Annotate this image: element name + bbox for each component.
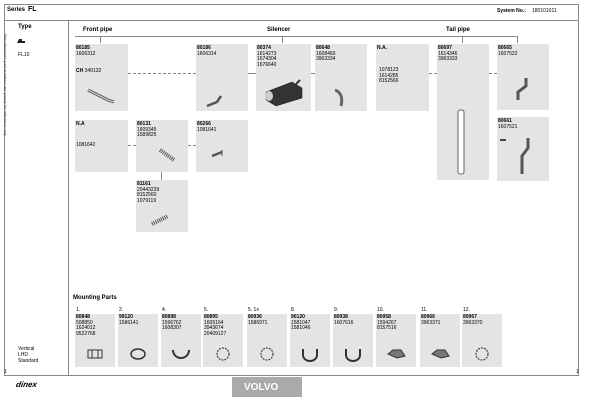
part-label-80374: [257, 46, 276, 68]
sidebar-divider: [68, 20, 69, 375]
part-label-80266: [197, 122, 216, 133]
part-number: 99120: [119, 314, 133, 320]
part-ref: 8152560: [137, 192, 157, 199]
connector-line: [128, 145, 136, 146]
part-number: 80665: [498, 45, 512, 51]
part-ref: 1614346: [438, 50, 458, 57]
section-tick: [462, 36, 463, 43]
mounting-part-index: 12.: [463, 307, 470, 313]
part-ref: 3963333: [438, 56, 458, 63]
part-number: 80648: [316, 45, 330, 51]
part-label-81161: [137, 182, 159, 204]
mounting-part-index: 10.: [377, 307, 384, 313]
part-ref: 1607522: [498, 50, 518, 57]
part-ref: 1624012: [76, 325, 96, 332]
note-line: Vertical: [18, 346, 35, 352]
vehicle-icon: [17, 38, 25, 44]
section-silencer: Silencer: [267, 27, 291, 33]
part-label-80665: [498, 46, 517, 57]
section-tick: [517, 36, 518, 43]
bent-pipe-icon: [512, 76, 532, 102]
part-ref: 3943674: [204, 325, 224, 332]
ubolt-icon: [299, 346, 321, 362]
section-tail-pipe: Tail pipe: [446, 27, 470, 33]
system-value: 180101011: [532, 8, 557, 14]
series-value: FL: [28, 6, 37, 13]
mounting-part-label: [463, 315, 482, 326]
mounting-part-index: 4.: [162, 307, 167, 313]
part-ref: 1081642: [76, 142, 96, 148]
mounting-part-label: [204, 315, 226, 337]
mounting-part-index: 2.: [119, 307, 124, 313]
part-number: 80131: [137, 121, 151, 127]
part-ref: 1079119: [137, 197, 157, 204]
part-ref: 1606312: [76, 50, 96, 57]
dinex-logo: dinex: [15, 380, 38, 389]
connector-line: [128, 73, 196, 74]
mounting-part-index: 1.: [76, 307, 81, 313]
connector-line: [429, 73, 437, 74]
part-ref: 1594267: [377, 319, 397, 326]
part-number: 80848: [76, 314, 90, 320]
part-ref: 1608307: [162, 325, 182, 332]
clip-icon: [429, 346, 451, 362]
flex-pipe-icon: [158, 148, 178, 162]
part-number: 80966: [421, 314, 435, 320]
part-number: 80895: [204, 314, 218, 320]
part-number: 80938: [334, 314, 348, 320]
series-label: Series: [7, 7, 26, 13]
connector-line: [161, 172, 162, 180]
mounting-part-label: [248, 315, 267, 326]
part-number: 80958: [377, 314, 391, 320]
section-front-pipe: Front pipe: [83, 27, 113, 33]
part-label-80186: [197, 46, 216, 57]
part-number: 80898: [162, 314, 176, 320]
part-number: 80266: [197, 121, 211, 127]
tail-pipe-icon: [455, 108, 469, 176]
part-number: 80967: [463, 314, 477, 320]
type-label: Type: [18, 24, 32, 30]
part-ref: 1607521: [498, 123, 518, 130]
flex-pipe-icon: [150, 214, 172, 226]
part-ref: 508850: [76, 319, 93, 326]
part-ref: 8152566: [379, 78, 399, 85]
mounting-part-label: [162, 315, 181, 332]
part-ref: 1676640: [257, 61, 277, 68]
mounting-part-label: [421, 315, 440, 326]
part-number: 80697: [438, 45, 452, 51]
part-number: 80185: [76, 45, 90, 51]
part-label-80131: [137, 122, 156, 139]
elbow-pipe-icon: [331, 88, 347, 108]
part-ref: 1608460: [316, 50, 336, 57]
mounting-part-label: [334, 315, 353, 326]
part-ref: 1589825: [137, 132, 157, 139]
arc-icon: [170, 346, 192, 362]
part-label-80648: [316, 46, 335, 63]
part-number: 80186: [197, 45, 211, 51]
part-ref: 9522768: [76, 330, 96, 337]
part-number: N.A.: [377, 45, 387, 51]
mounting-part-index: 5. 1x: [248, 307, 259, 313]
ch-value: 349132: [84, 68, 102, 74]
mounting-part-label: [291, 315, 310, 332]
short-pipe-icon: [208, 146, 226, 160]
clip-icon: [385, 346, 407, 362]
system-label: System No.:: [497, 8, 526, 14]
silencer-icon: [262, 78, 306, 108]
part-number: 80936: [248, 314, 262, 320]
part-number: N.A: [76, 121, 85, 127]
part-ref: 1078123: [379, 67, 399, 73]
header-rule: [4, 20, 578, 21]
part-label-na1: [377, 46, 387, 52]
part-label-80661: [498, 119, 517, 130]
note-line: Standard: [18, 358, 39, 364]
pipe-section-icon: [205, 92, 227, 108]
part-ref: 1609345: [137, 126, 157, 133]
part-ref: 1605164: [204, 319, 224, 326]
ubolt-icon: [342, 346, 364, 362]
mounting-part-index: 9.: [334, 307, 339, 313]
part-ref: 20443239: [137, 186, 160, 193]
mounting-part-label: [377, 315, 396, 332]
ch-prefix: CH: [76, 68, 84, 74]
mounting-part-index: 8.: [291, 307, 296, 313]
ring-icon: [212, 346, 234, 362]
part-number: 90120: [291, 314, 305, 320]
part-label-80697: [438, 46, 457, 63]
part-label-80185: [76, 46, 95, 57]
ring-icon: [471, 346, 493, 362]
band-icon: [127, 346, 149, 362]
part-ref: 1607616: [334, 319, 354, 326]
note-line: LHD: [18, 352, 29, 358]
part-ref: 3963370: [463, 319, 483, 326]
part-label-na2: [76, 122, 85, 128]
part-ref: 1081641: [197, 126, 217, 133]
part-ref: 1596762: [162, 319, 182, 326]
disclaimer-vertical: Manufacturer's part numbers are purely for reference only: [2, 33, 8, 136]
section-mounting-parts: Mounting Parts: [73, 295, 117, 301]
page-number: 1: [4, 369, 7, 375]
part-ref: 1614285: [379, 72, 399, 79]
part-ref: 1614273: [257, 50, 277, 57]
part-ref-na2: [76, 143, 95, 149]
part-ref: 1674304: [257, 56, 277, 63]
bent-pipe-icon: [498, 134, 538, 176]
mounting-part-index: 5.: [204, 307, 209, 313]
part-ref: 1586141: [119, 319, 139, 326]
section-rule: [75, 36, 518, 37]
part-ref: 1606314: [197, 50, 217, 57]
part-number: 80661: [498, 118, 512, 124]
front-pipe-icon: [86, 88, 116, 104]
part-number: 80374: [257, 45, 271, 51]
part-number: 81161: [137, 181, 151, 187]
part-ref: 3963334: [316, 56, 336, 63]
section-tick: [100, 36, 101, 43]
connector-line: [311, 73, 315, 74]
part-ref: 8157516: [377, 325, 397, 332]
part-ref: 1586971: [248, 319, 268, 326]
ring-icon: [256, 346, 278, 362]
connector-line: [248, 73, 256, 74]
connector-line: [188, 145, 196, 146]
part-ref: 1581047: [291, 319, 311, 326]
part-refs-na1: [379, 68, 398, 85]
part-ref: 1581046: [291, 325, 311, 332]
connector-line: [489, 73, 497, 74]
section-tick: [282, 36, 283, 43]
mounting-part-label: [76, 315, 95, 337]
brand-label: VOLVO: [244, 382, 279, 393]
part-ref: 20409127: [204, 330, 227, 337]
part-ref: 3963371: [421, 319, 441, 326]
page-marker: 1: [576, 369, 579, 375]
model-label: FL10: [18, 52, 30, 58]
mounting-part-index: 11.: [421, 307, 428, 313]
part-extra-80185: [76, 69, 101, 75]
clamp-icon: [84, 346, 106, 362]
mounting-part-label: [119, 315, 138, 326]
